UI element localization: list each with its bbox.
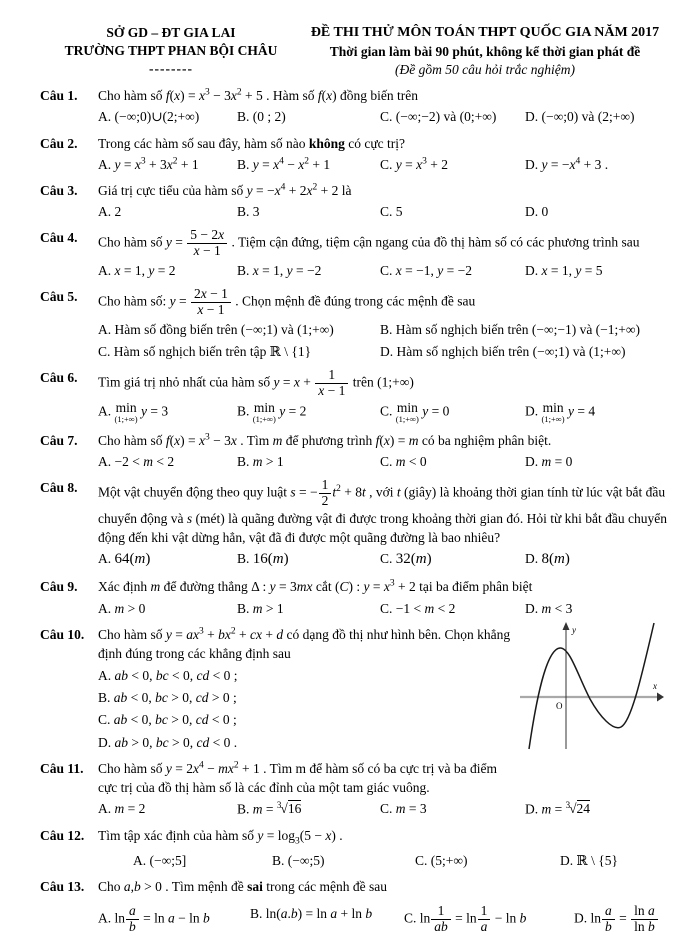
question-label: Câu 11. [40,760,84,776]
question-text: Tìm giá trị nhỏ nhất của hàm số y = x + $\frac{1}{x - 1}$ trên (1;+∞) [98,367,414,398]
question-label: Câu 4. [40,230,78,246]
question-text: Tìm tập xác định của hàm số $y = \log_3(5 - x)$ . [98,827,343,847]
question-11 [40,759,668,819]
cubic-curve [529,623,654,749]
options-row [98,549,668,570]
question-5 [40,287,668,361]
option-a: A. −2 < m < 2 [98,453,175,469]
school-name: TRƯỜNG THPT PHAN BỘI CHÂU [64,43,278,59]
option-c: C. m = 3 [380,800,427,816]
question-text: Cho a,b > 0 . Tìm mệnh đề sai trong các mệnh đề sau [98,878,387,894]
y-axis-label: y [572,624,576,635]
option-c: C. 5 [380,204,403,220]
options-row [98,904,668,935]
options-row [98,851,668,870]
option-b: B. (0 ; 2) [237,109,286,125]
option-b: B. 16(m) [237,551,289,568]
question-4 [40,228,668,280]
option-b: B. Hàm số nghịch biến trên (−∞;−1) và (−1;+∞) [380,321,641,337]
exam-note: (Đề gồm 50 câu hỏi trắc nghiệm) [395,62,575,78]
question-text: Cho hàm số $y = 2x^4 - mx^2 + 1$ . Tìm m để hàm số có ba cực trị và ba điểm cực trị của đồ thị hàm số là các đỉnh của một tam giác vuông. [98,760,498,795]
question-label: Câu 8. [40,480,78,496]
option-a: A. min (1;+∞) y = 3 [98,399,169,425]
option-a: A. x = 1, y = 2 [98,262,176,278]
question-13 [40,877,668,935]
options-grid [98,320,668,361]
option-b: B. m > 1 [237,453,284,469]
question-text: Cho hàm số $f(x) = x^3 - 3x$ . Tìm m để phương trình f(x) = m có ba nghiệm phân biệt. [98,432,552,448]
question-label: Câu 1. [40,88,78,104]
question-label: Câu 7. [40,432,78,448]
options-row [98,107,668,126]
option-b: B. $y = x^4 - x^2 + 1$ [237,156,331,172]
option-a: A. (−∞;5] [133,852,187,868]
question-text: Cho hàm số: y = $\frac{2x - 1}{x - 1}$ . Chọn mệnh đề đúng trong các mệnh đề sau [98,286,476,317]
option-a: A. Hàm số đồng biến trên (−∞;1) và (1;+∞) [98,321,334,337]
question-text: Giá trị cực tiểu của hàm số $y = -x^4 + 2x^2 + 2$ là [98,182,352,198]
option-d: D. m = 0 [525,453,573,469]
question-text: Trong các hàm số sau đây, hàm số nào không có cực trị? [98,135,406,151]
option-c: C. ln $\frac{1}{ab}$ = ln $\frac{1}{a}$ − ln b [404,903,527,934]
question-label: Câu 2. [40,135,78,151]
option-a: A. ab < 0, bc < 0, cd < 0 ; [98,668,238,684]
options-row [98,261,668,280]
options-row [98,401,668,424]
x-axis-label: x [653,680,657,691]
option-c: C. m < 0 [380,453,427,469]
option-d: D. min (1;+∞) y = 4 [525,399,596,425]
option-d: D. ab > 0, bc > 0, cd < 0 . [98,734,238,750]
options-row [98,799,668,819]
option-c: C. min (1;+∞) y = 0 [380,399,450,425]
question-label: Câu 3. [40,182,78,198]
option-c: C. −1 < m < 2 [380,600,456,616]
question-label: Câu 10. [40,626,85,642]
question-label: Câu 9. [40,579,78,595]
option-d: D. Hàm số nghịch biến trên (−∞;1) và (1;+∞) [380,343,626,359]
option-d: D. ln $\frac{a}{b}$ = $\frac{\text{ln a}}{\text{ln b}}$ [574,904,668,935]
exam-header [40,24,668,79]
options-row [98,599,668,618]
question-label: Câu 5. [40,289,78,305]
option-d: D. ℝ \ {5} [560,852,618,868]
question-text: Cho hàm số $y = ax^3 + bx^2$ + cx + d có dạng đồ thị như hình bên. Chọn khẳng định đúng trong các khẳng định sau [98,626,511,661]
option-d: D. m = $^3$√24 [525,799,591,817]
y-axis-arrow [563,622,570,630]
option-a: A. 2 [98,204,122,220]
department-name: SỞ GD – ĐT GIA LAI [106,25,236,40]
question-3 [40,181,668,221]
option-d: D. x = 1, y = 5 [525,262,603,278]
option-a: A. m = 2 [98,800,146,816]
option-a: A. (−∞;0)∪(2;+∞) [98,109,200,125]
options-row [98,202,668,221]
divider-dashes: -------- [149,61,193,77]
question-text: Một vật chuyển động theo quy luật s = − $\frac{1}{2}$ $t^2 + 8t$ , với t (giây) là khoảng thời gian tính từ lúc vật bắt đầu chuyển động và s (mét) là quãng đường vật đi được trong khoảng thời gian đó. Hỏi từ khi bắt đầu chuyển động đến khi vật dừng hẳn, vật đã đi được một quãng đường là bao nhiêu? [98,477,668,545]
issuer-block [40,24,302,79]
option-a: A. m > 0 [98,600,146,616]
option-d: D. 8(m) [525,551,570,568]
question-9 [40,577,668,617]
option-b: B. 3 [237,204,260,220]
option-a: A. 64(m) [98,551,151,568]
option-b: B. ab < 0, bc > 0, cd > 0 ; [98,690,237,706]
option-c: C. ab < 0, bc > 0, cd < 0 ; [98,712,237,728]
option-d: D. 0 [525,204,549,220]
question-text: Cho hàm số $f(x) = x^3 - 3x^2 + 5$ . Hàm số f(x) đồng biến trên [98,87,418,104]
question-text: Xác định m để đường thẳng Δ : y = 3mx cắt (C) : $y = x^3 + 2$ tại ba điểm phân biệt [98,578,533,595]
options-row [98,452,668,471]
option-b: B. m > 1 [237,600,284,616]
option-b: B. x = 1, y = −2 [237,262,322,278]
question-label: Câu 12. [40,827,85,843]
option-c: C. (5;+∞) [415,852,468,868]
option-b: B. m = $^3$√16 [237,799,302,817]
option-d: D. (−∞;0) và (2;+∞) [525,109,635,125]
option-a: A. $y = x^3 + 3x^2 + 1$ [98,156,199,172]
option-c: C. Hàm số nghịch biến trên tập ℝ \ {1} [98,343,312,359]
exam-duration: Thời gian làm bài 90 phút, không kể thời gian phát đề [329,43,641,59]
exam-title: ĐỀ THI THỬ MÔN TOÁN THPT QUỐC GIA NĂM 2017 [310,25,660,40]
question-12 [40,826,668,870]
option-b: B. ln(a.b) = ln a + ln b [250,906,373,922]
option-a: A. ln $\frac{a}{b}$ = ln a − ln b [98,903,210,934]
option-c: C. $y = x^3 + 2$ [380,156,449,172]
question-2 [40,134,668,174]
option-b: B. (−∞;5) [272,852,325,868]
options-row [98,155,668,174]
cubic-function-graph [516,621,666,753]
question-10 [40,625,668,752]
option-b: B. min (1;+∞) y = 2 [237,399,307,425]
option-d: D. $y = -x^4 + 3$ . [525,156,609,172]
title-block [302,24,668,79]
question-7 [40,431,668,471]
question-6 [40,368,668,424]
x-axis-arrow [657,692,664,701]
question-label: Câu 6. [40,370,78,386]
origin-label: O [556,700,563,711]
option-c: C. (−∞;−2) và (0;+∞) [380,109,497,125]
question-8 [40,478,668,570]
option-d: D. m < 3 [525,600,573,616]
question-label: Câu 13. [40,878,85,894]
option-c: C. 32(m) [380,551,432,568]
option-c: C. x = −1, y = −2 [380,262,472,278]
question-1 [40,86,668,126]
question-text: Cho hàm số y = $\frac{5 - 2x}{x - 1}$ . Tiệm cận đứng, tiệm cận ngang của đồ thị hàm số có các phương trình sau [98,227,640,259]
